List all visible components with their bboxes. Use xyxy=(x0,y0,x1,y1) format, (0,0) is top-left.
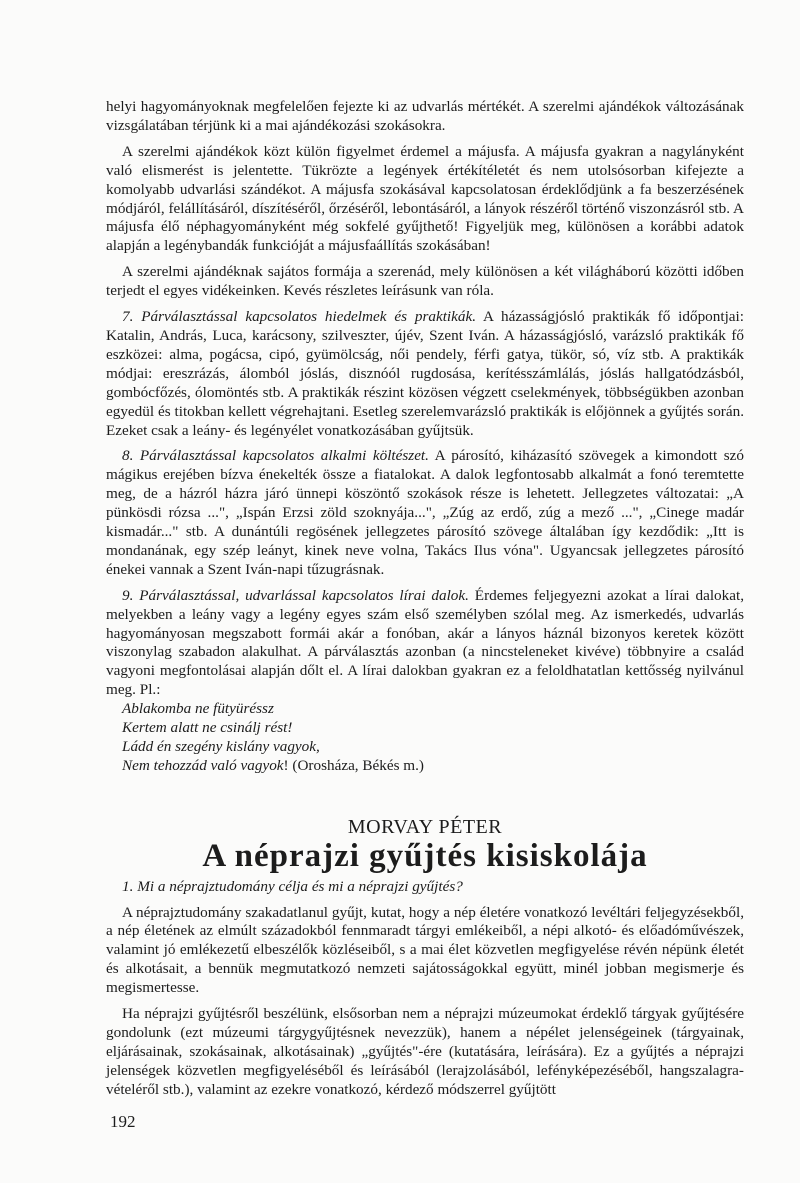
poem-line-text: Nem tehozzád való vagyok xyxy=(122,756,284,774)
article-title: A néprajzi gyűjtés kisiskolája xyxy=(202,837,648,874)
poem-excerpt xyxy=(122,700,744,776)
article-paragraph: Ha néprajzi gyűjtésről beszélünk, elsősorban nem a néprajzi múzeumokat érdeklő tárgyak gyűjtésére gondolunk (ezt múzeumi tárgygyűjtésnek nevezzük), hanem a népélet jelenségeinek (tárgyainak, eljárásainak, szokásainak, alkotásainak) „gyűjtés"-ére (kutatására, leírására). Ez a gyűjtés a néprajzi jelenségek közvetlen megfigyeléséből és leírásából (lerajzolásából, lefényképezéséből, hangszalagra-vételéről stb.), valamint az ezekre vonatkozó, kérdező módszerrel gyűjtött xyxy=(106,1005,744,1098)
text-column xyxy=(106,98,744,1107)
section-heading-9: 9. Párválasztással, udvarlással kapcsolatos lírai dalok. xyxy=(122,586,469,604)
poem-line: Kertem alatt ne csinálj rést! xyxy=(122,719,293,737)
poem-line xyxy=(122,757,744,776)
paragraph-koltészet xyxy=(106,447,744,579)
section-heading-8: 8. Párválasztással kapcsolatos alkalmi költészet. xyxy=(122,447,429,465)
article-question: 1. Mi a néprajztudomány célja és mi a néprajzi gyűjtés? xyxy=(122,877,463,895)
paragraph-szerenad: A szerelmi ajándéknak sajátos formája a szerenád, mely különösen a két világháború közötti időben terjedt el egyes vidékeinken. Kevés részletes leírásunk van róla. xyxy=(106,263,744,300)
paragraph-majusfa: A szerelmi ajándékok közt külön figyelmet érdemel a májusfa. A májusfa gyakran a nagylányként való elismerést is jelentette. Tükrözte a legények értékítéletét és nem utolsósorban kifejezte a komolyabb udvarlási szándékot. A májusfa szokásával kapcsolatosan érdeklődjünk a fa beszerzésének módjáról, felállításáról, díszítéséről, őrzéséről, lebontásáról, a lányok részéről történő viszonzásról stb. A májusfa élő néphagyományként még sokfelé gyűjthető! Figyeljük meg, különösen a korábbi adatok alapján a legénybandák funkcióját a májusfaállítás szokásában! xyxy=(106,142,744,255)
paragraph-hiedelmek xyxy=(106,308,744,440)
article-paragraph: A néprajztudomány szakadatlanul gyűjt, kutat, hogy a nép életére vonatkozó levéltári feljegyzésekből, a nép életének az elmúlt századokból fennmaradt tárgyi emlékeiből, a népi alkotó- és előadóművészek, valamint jó emlékezetű elbeszélők közléseiből, s a mai élet közvetlen megfigyelése révén népünk életét és alkotásait, a bennük megmutatkozó nemzeti sajátosságokkal együtt, minél jobban megismerje és megismertesse. xyxy=(106,903,744,997)
section-heading-7: 7. Párválasztással kapcsolatos hiedelmek és praktikák. xyxy=(122,308,477,326)
article-author: MORVAY PÉTER xyxy=(347,815,503,838)
section-body-8: A párosító, kiházasító szövegek a kimondott szó mágikus erejében bízva énekelték össze a fiatalokat. A dalok legfontosabb alkalmát a fonó teremtette meg, de a házról házra járó ünnepi köszöntő szokások része is lehetett. Jellegzetes változatai: „A pünkösdi rózsa ...", „Ispán Erzsi zöld szoknyája...", „Zúg az erdő, zúg a mező ...", „Cinege madár kismadár..." stb. A dunántúli regösének jellegzetes párosító szövege általában így kezdődik: „Itt is mondanának, egy szép leányt, kinek neve volna, Takács Ilus vóna". Ugyancsak jellegzetes párosító énekei vannak a Szent Iván-napi tűzugrásnak. xyxy=(106,447,744,578)
poem-line: Ablakomba ne fütyüréssz xyxy=(122,700,274,718)
poem-source: ! (Orosháza, Békés m.) xyxy=(283,756,424,774)
page-number: 192 xyxy=(110,1112,136,1131)
section-body-9: Érdemes feljegyezni azokat a lírai dalokat, melyekben a leány vagy a legény egyes szám első személyben szólal meg. Az ismerkedés, udvarlás hagyományosan megszabott formái akár a fonóban, akár a lányos háznál bizonyos keretek között viszonylag szabadon alakulhat. A párválasztás azonban (a nincsteleneket kivéve) többnyire a család vagyoni megfontolásai alapján dőlt el. A lírai dalokban gyakran ez a feloldhatatlan kettősség nyilvánul meg. Pl.: xyxy=(106,586,744,699)
poem-line: Ládd én szegény kislány vagyok, xyxy=(122,738,320,755)
paragraph-continuation: helyi hagyományoknak megfelelően fejezte ki az udvarlás mértékét. A szerelmi ajándékok változásának vizsgálatában térjünk ki a mai ajándékozási szokásokra. xyxy=(106,98,744,134)
section-body-7: A házasságjósló praktikák fő időpontjai: Katalin, András, Luca, karácsony, szilveszter, újév, Szent Iván. A házasságjósló, varázsló praktikák fő eszközei: alma, pogácsa, cipó, gyümölcság, női pendely, férfi gatya, tükör, só, víz stb. A praktikák módjai: ereszrázás, álomból jóslás, disznóól rugdosása, kerítésszámlálás, jóslás hallgatódzásból, gombócfőzés, ólomöntés stb. A praktikák részint közösen végzett cselekmények, többségükben azonban egyedül és titokban kellett végrehajtani. Esetleg szerelemvarázsló praktikák is előjönnek a gyűjtés során. Ezeket csak a leány- és legényélet vonatkozásában gyűjtsük. xyxy=(106,308,744,439)
paragraph-lirai-dalok xyxy=(106,587,744,700)
